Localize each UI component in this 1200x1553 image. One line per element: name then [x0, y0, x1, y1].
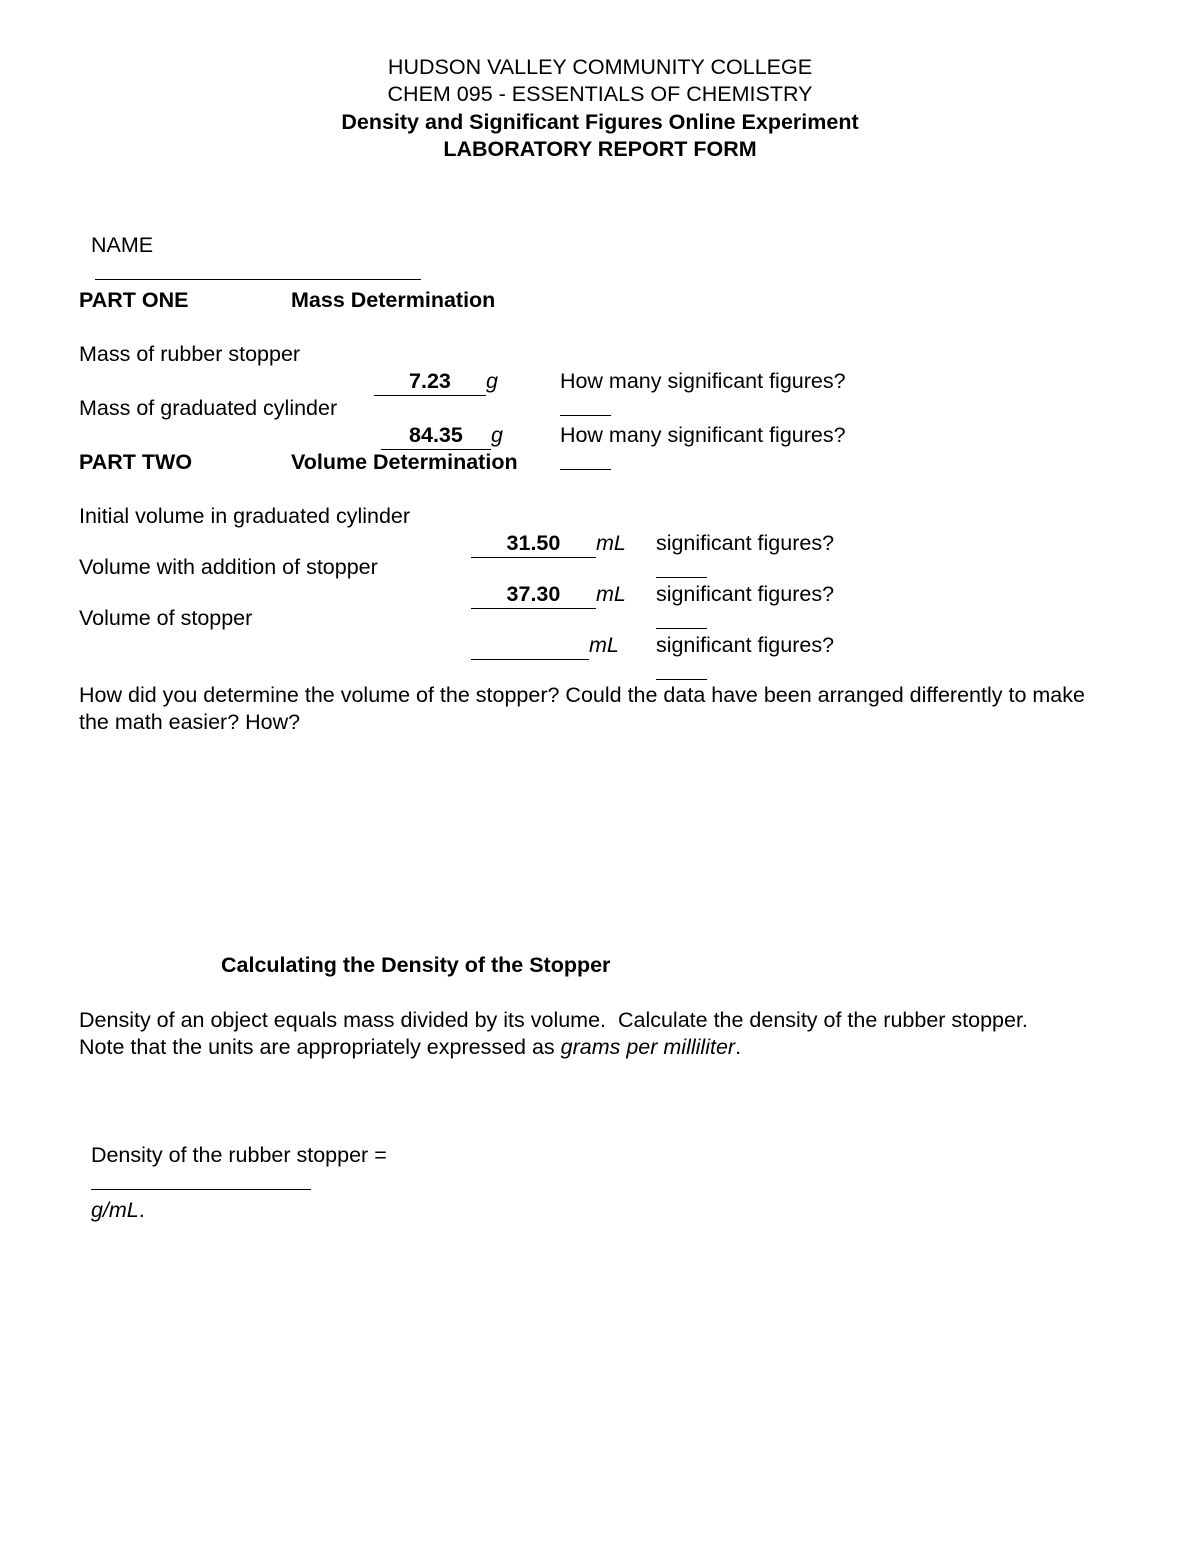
name-row	[79, 205, 421, 287]
mass-cylinder-sigfig-question: How many significant figures?	[559, 422, 846, 447]
density-result-label: Density of the rubber stopper =	[90, 1142, 387, 1167]
part-one-title: Mass Determination	[291, 288, 496, 312]
part-two-title: Volume Determination	[291, 450, 518, 474]
initial-volume-label: Initial volume in graduated cylinder	[79, 504, 411, 528]
name-input-blank[interactable]	[95, 259, 421, 280]
density-instructions-line2	[79, 1034, 741, 1061]
initial-volume-sigfig-question: significant figures?	[655, 530, 835, 555]
part-one-label: PART ONE	[79, 288, 189, 312]
volume-stopper-sigfig-question: significant figures?	[655, 632, 835, 657]
mass-cylinder-field	[369, 395, 503, 450]
mass-stopper-unit: g	[485, 368, 498, 393]
form-title: LABORATORY REPORT FORM	[443, 137, 757, 161]
initial-volume-value[interactable]: 31.50	[471, 530, 596, 558]
experiment-title: Density and Significant Figures Online Experiment	[341, 110, 859, 134]
volume-with-stopper-field	[459, 554, 626, 609]
density-result-row	[79, 1115, 387, 1224]
density-result-suffix: .	[138, 1198, 145, 1223]
volume-stopper-sigfig-blank[interactable]	[656, 659, 707, 680]
density-heading: Calculating the Density of the Stopper	[221, 953, 611, 977]
mass-cylinder-value[interactable]: 84.35	[381, 422, 491, 450]
mass-cylinder-sigfig-row	[548, 395, 846, 477]
mass-stopper-field	[362, 341, 498, 396]
course-title: CHEM 095 - ESSENTIALS OF CHEMISTRY	[387, 82, 813, 106]
mass-cylinder-sigfig-blank[interactable]	[560, 449, 611, 470]
volume-with-stopper-label: Volume with addition of stopper	[79, 555, 378, 579]
mass-stopper-sigfig-question: How many significant figures?	[559, 368, 846, 393]
volume-stopper-unit: mL	[588, 632, 619, 657]
volume-stopper-sigfig-row	[644, 605, 834, 687]
volume-stopper-field	[459, 605, 619, 660]
mass-cylinder-label: Mass of graduated cylinder	[79, 396, 338, 420]
institution-name: HUDSON VALLEY COMMUNITY COLLEGE	[387, 55, 813, 79]
volume-with-stopper-value[interactable]: 37.30	[471, 581, 596, 609]
volume-stopper-label: Volume of stopper	[79, 606, 253, 630]
initial-volume-unit: mL	[595, 530, 626, 555]
volume-stopper-value[interactable]	[471, 632, 589, 660]
volume-method-question: How did you determine the volume of the stopper? Could the data have been arranged differently to make the math easier? How?	[79, 683, 1085, 734]
part-two-label: PART TWO	[79, 450, 193, 474]
density-instructions-line1: Density of an object equals mass divided by its volume. Calculate the density of the rubber stopper.	[79, 1008, 1028, 1032]
initial-volume-field	[459, 503, 626, 558]
density-note-units: grams per milliliter	[560, 1035, 736, 1059]
mass-stopper-value[interactable]: 7.23	[374, 368, 486, 396]
density-note-suffix: .	[735, 1035, 742, 1059]
mass-stopper-label: Mass of rubber stopper	[79, 342, 301, 366]
density-result-unit: g/mL	[90, 1198, 139, 1223]
density-result-blank[interactable]	[91, 1169, 311, 1190]
name-label: NAME	[90, 232, 154, 257]
mass-cylinder-unit: g	[490, 422, 503, 447]
density-note-prefix: Note that the units are appropriately expressed as	[79, 1035, 561, 1059]
volume-with-stopper-unit: mL	[595, 581, 626, 606]
volume-with-stopper-sigfig-question: significant figures?	[655, 581, 835, 606]
